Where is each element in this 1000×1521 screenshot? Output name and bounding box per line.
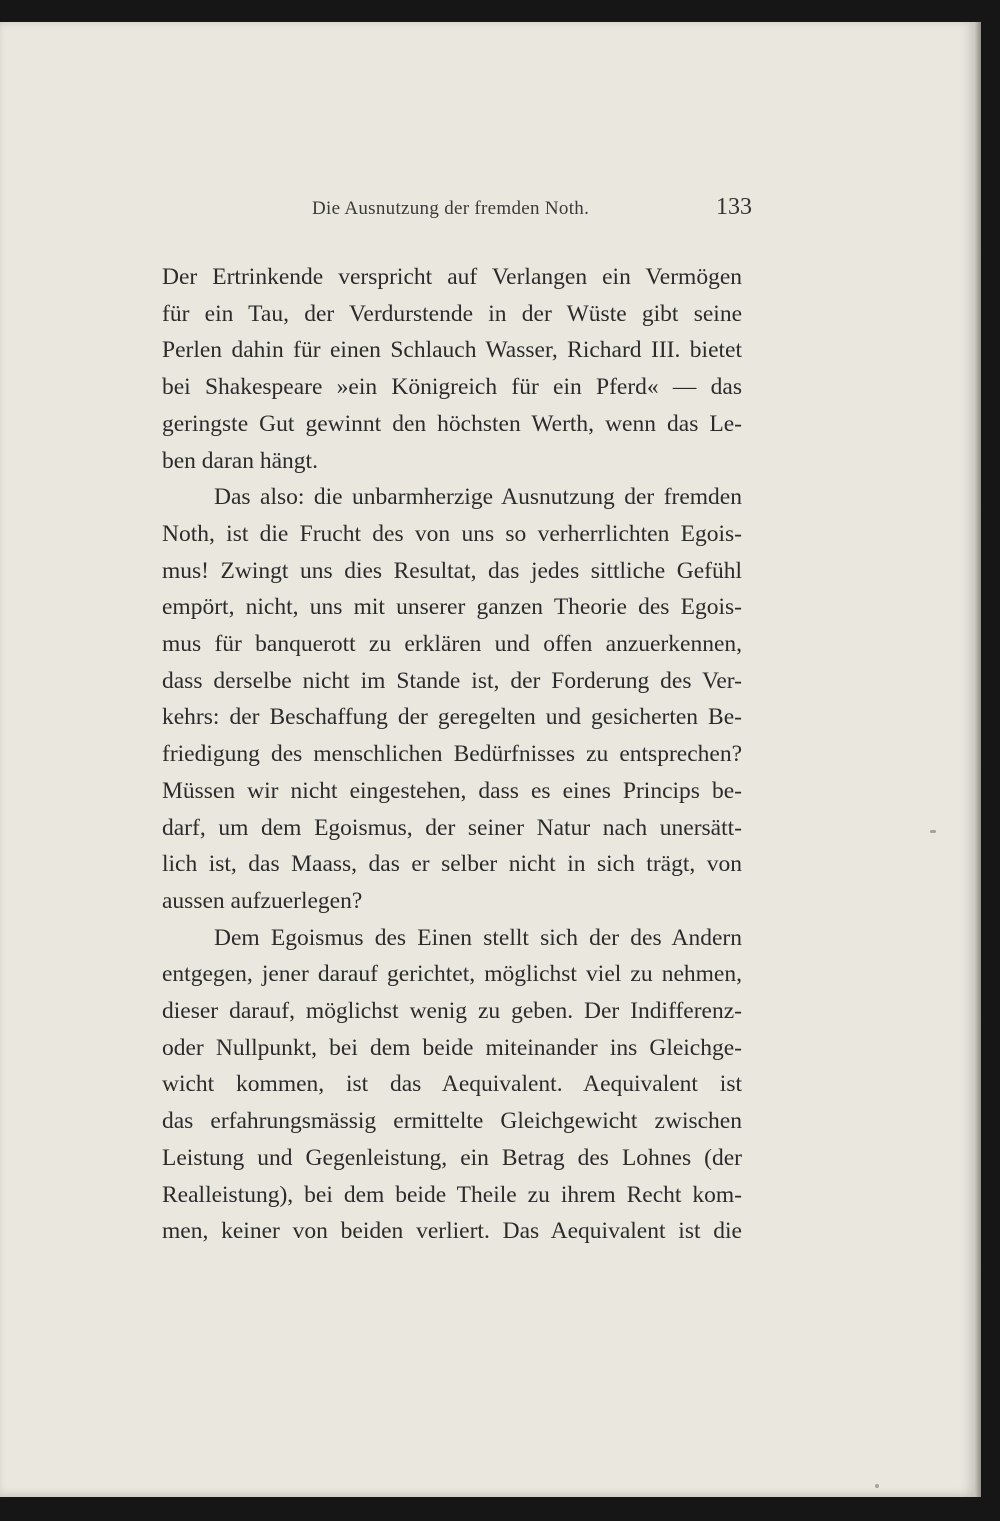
paper-speck xyxy=(875,1484,879,1488)
text-line: mus für banquerott zu erklären und offen anzuerkennen, xyxy=(162,631,742,658)
text-line: ben daran hängt. xyxy=(162,447,318,474)
text-line: Noth, ist die Frucht des von uns so verherrlichten Egois- xyxy=(162,520,742,547)
text-line: Müssen wir nicht eingestehen, dass es eines Princips be- xyxy=(162,777,742,804)
text-line: Dem Egoismus des Einen stellt sich der des Andern xyxy=(214,924,742,951)
text-line: entgegen, jener darauf gerichtet, möglichst viel zu nehmen, xyxy=(162,961,742,988)
text-line: dass derselbe nicht im Stande ist, der Forderung des Ver- xyxy=(162,667,742,694)
running-title: Die Ausnutzung der fremden Noth. xyxy=(312,198,590,219)
text-line: Der Ertrinkende verspricht auf Verlangen ein Vermögen xyxy=(162,264,742,290)
page-header xyxy=(312,190,760,230)
text-line: für ein Tau, der Verdurstende in der Wüste gibt seine xyxy=(162,300,742,327)
page-edge xyxy=(975,22,981,1497)
text-line: friedigung des menschlichen Bedürfnisses zu entsprechen? xyxy=(162,741,742,768)
text-line: empört, nicht, uns mit unserer ganzen Theorie des Egois- xyxy=(162,594,742,621)
text-line: darf, um dem Egoismus, der seiner Natur nach unersätt- xyxy=(162,814,742,841)
text-line: Das also: die unbarmherzige Ausnutzung der fremden xyxy=(214,484,742,511)
text-line: men, keiner von beiden verliert. Das Aequivalent ist die xyxy=(162,1218,742,1245)
text-line: aussen aufzuerlegen? xyxy=(162,887,363,914)
text-line: Realleistung), bei dem beide Theile zu ihrem Recht kom- xyxy=(162,1181,742,1208)
text-line: bei Shakespeare »ein Königreich für ein Pferd« — das xyxy=(162,374,742,401)
text-line: Leistung und Gegenleistung, ein Betrag des Lohnes (der xyxy=(162,1144,742,1171)
book-page xyxy=(0,22,975,1497)
text-line: wicht kommen, ist das Aequivalent. Aequivalent ist xyxy=(162,1071,742,1098)
text-line: Perlen dahin für einen Schlauch Wasser, Richard III. bietet xyxy=(162,337,742,364)
text-line: dieser darauf, möglichst wenig zu geben. Der Indifferenz- xyxy=(162,998,742,1025)
text-line: mus! Zwingt uns dies Resultat, das jedes sittliche Gefühl xyxy=(162,557,742,584)
text-line: das erfahrungsmässig ermittelte Gleichgewicht zwischen xyxy=(162,1108,742,1135)
text-line: geringste Gut gewinnt den höchsten Werth, wenn das Le- xyxy=(162,410,742,437)
body-text xyxy=(162,259,742,1250)
page-number: 133 xyxy=(716,194,752,220)
text-line: kehrs: der Beschaffung der geregelten und gesicherten Be- xyxy=(162,704,742,731)
text-line: oder Nullpunkt, bei dem beide miteinander ins Gleichge- xyxy=(162,1034,742,1061)
paper-speck xyxy=(930,830,936,833)
text-line: lich ist, das Maass, das er selber nicht in sich trägt, von xyxy=(162,851,742,878)
